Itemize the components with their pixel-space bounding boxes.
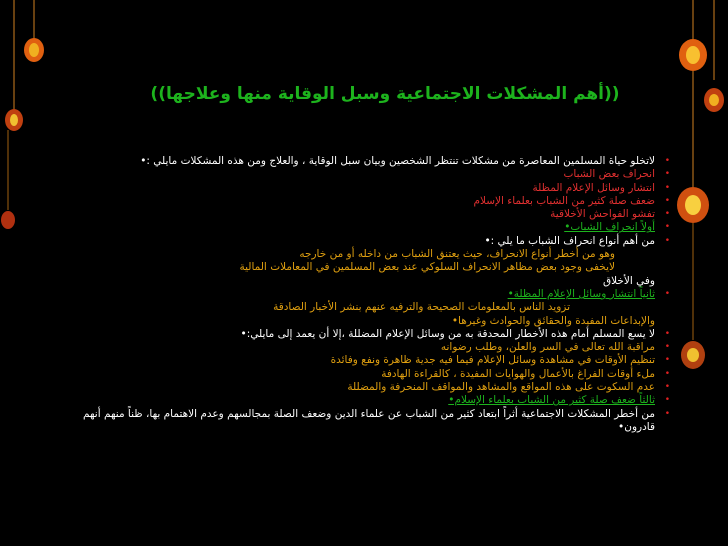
list-item-text: لاتخلو حياة المسلمين المعاصرة من مشكلات تنتظر الشخصين وبيان سبل الوقاية ، والعلاج ومن هذه المشكلات مايلي :• [140, 155, 655, 167]
list-item-text: وفي الأخلاق [603, 274, 655, 287]
bullet-icon: • [664, 288, 670, 299]
list-item [60, 221, 670, 234]
list-item-text: من أهم أنواع انحراف الشباب ما يلي :• [484, 234, 655, 247]
list-item-text: تنظيم الأوقات في مشاهدة وسائل الإعلام فيما فيه جدية ظاهرة ونفع وفائدة [330, 354, 655, 367]
list-item-text: عدم السكوت على هذه المواقع والمشاهد والمواقف المنحرفة والمضللة [347, 381, 655, 394]
slide-title: ((أهم المشكلات الاجتماعية وسبل الوقاية منها وعلاجها)) [150, 84, 620, 104]
list-item [60, 155, 670, 168]
list-item-text: وهو من أخطر أنواع الانحراف، حيث يعتنق الشباب من داخله أو من خارجه [299, 248, 615, 261]
list-item [60, 394, 670, 407]
bullet-icon: • [664, 328, 670, 339]
bullet-icon: • [664, 342, 670, 353]
bullet-icon: • [664, 156, 670, 166]
list-item [60, 315, 655, 328]
list-item [60, 407, 670, 435]
list-item-text: ملء أوقات الفراغ بالأعمال والهوايات المفيدة ، كالقراءة الهادفة [381, 367, 655, 380]
bullet-icon: • [664, 182, 670, 193]
bullet-icon: • [664, 382, 670, 393]
bullet-icon: • [664, 209, 670, 220]
list-item-text: والإبداعات المفيدة والحقائق والحوادث وغيرها• [451, 314, 655, 327]
list-item-text: ضعف صلة كثير من الشباب بعلماء الإسلام [473, 194, 655, 207]
list-item-text: انحراف بعض الشباب [563, 168, 655, 181]
list-item [60, 234, 670, 248]
list-item [60, 301, 655, 314]
left-lanterns-icon [0, 0, 55, 546]
list-item [60, 327, 670, 341]
list-item-text: ثالثاً ضعف صلة كثير من الشباب بعلماء الإسلام• [448, 394, 655, 407]
list-item [60, 261, 655, 274]
list-item [60, 168, 670, 181]
list-item-text: من أخطر المشكلات الاجتماعية أثراً ابتعاد كثير من الشباب عن علماء الدين وضعف الصلة بمجالسهم وعدم الاهتمام بها، ظناً منهم أنهم قادرون• [82, 407, 655, 433]
list-item-text: لا يسع المسلم أمام هذه الأخطار المحدقة به من وسائل الإعلام المضللة ،إلا أن يعمد إلى مايلي:• [240, 327, 655, 340]
bullet-icon: • [664, 235, 670, 246]
list-item [60, 354, 670, 367]
list-item [60, 341, 670, 354]
list-item-text: لايخفى وجود بعض مظاهر الانحراف السلوكي عند بعض المسلمين في المعاملات المالية [239, 261, 615, 274]
list-item-text: ثانياً انتشار وسائل الإعلام المظلة• [507, 287, 655, 300]
list-item-text: أولاً انحراف الشباب• [564, 221, 655, 234]
list-item-text: انتشار وسائل الإعلام المظلة [532, 181, 655, 194]
bullet-icon: • [664, 195, 670, 206]
list-item [60, 248, 655, 261]
bullet-icon: • [664, 408, 670, 419]
list-item-text: مراقبة الله تعالى في السر والعلن، وطلب رضوانه [440, 341, 655, 354]
list-item [60, 367, 670, 381]
bullet-icon: • [664, 222, 670, 233]
right-lanterns-icon [658, 0, 728, 546]
list-item [60, 287, 670, 301]
list-item [60, 275, 655, 288]
list-item [60, 208, 670, 221]
bullet-icon: • [664, 395, 670, 406]
bullet-icon: • [664, 368, 670, 379]
list-item [60, 194, 670, 208]
list-item-text: تفشو الفواحش الأخلاقية [550, 208, 655, 221]
bullet-icon: • [664, 355, 670, 366]
list-item-text: تزويد الناس بالمعلومات الصحيحة والترفيه عنهم بنشر الأخبار الصادقة [273, 301, 570, 314]
list-item [60, 181, 670, 195]
bullet-icon: • [664, 169, 670, 180]
bullet-list [60, 155, 670, 434]
list-item [60, 381, 670, 394]
